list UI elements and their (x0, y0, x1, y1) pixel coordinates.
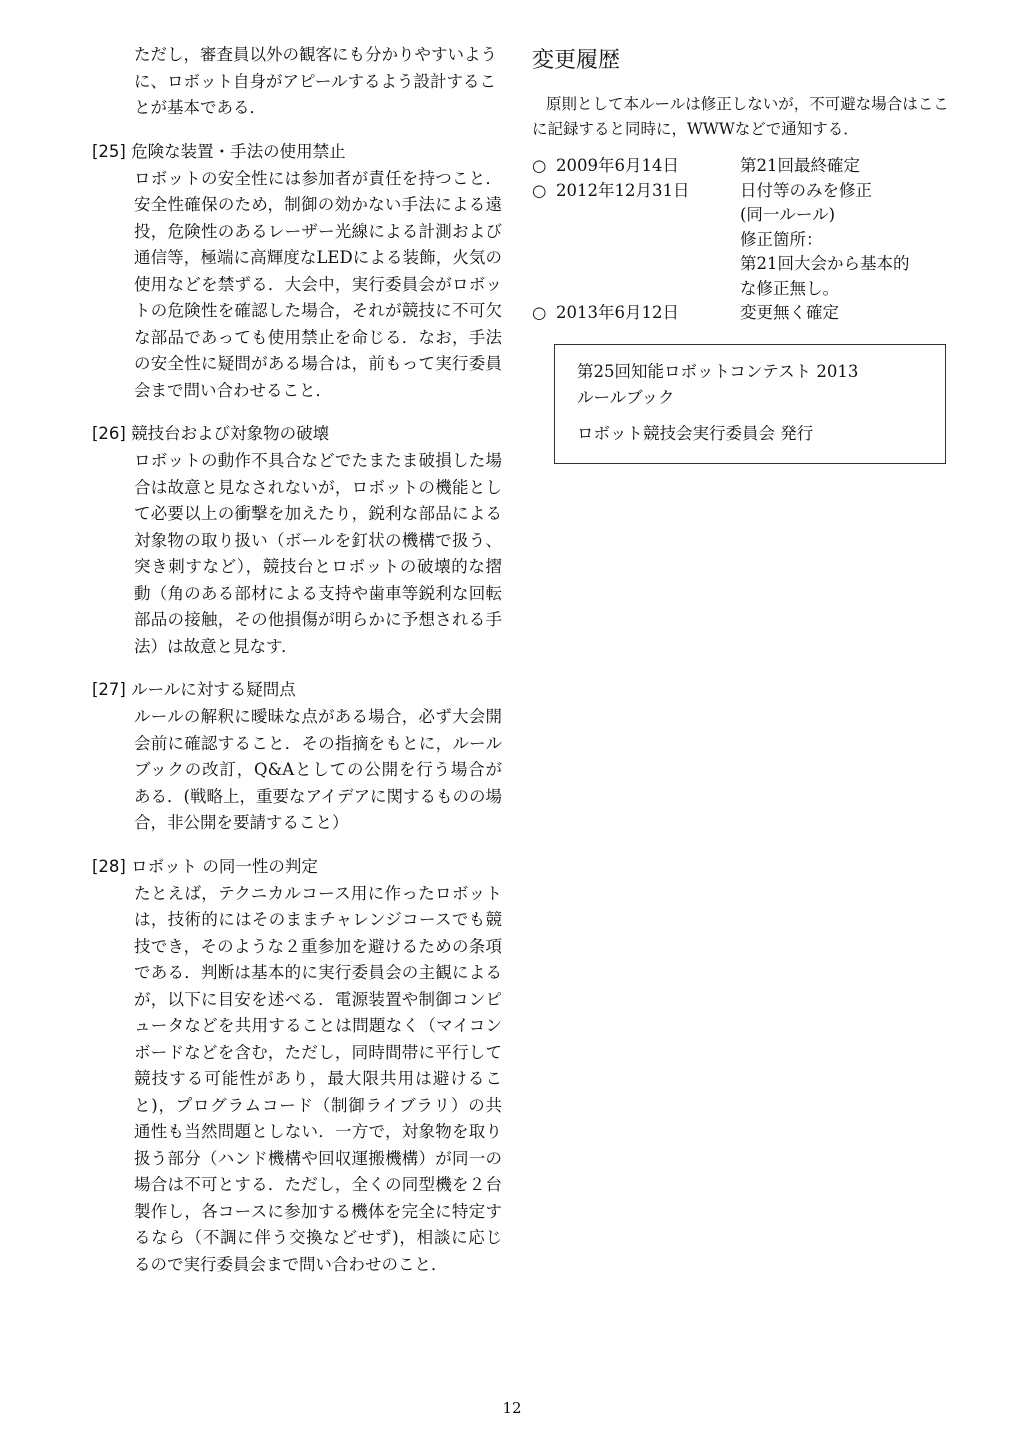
rule-body: ルールの解釈に曖昧な点がある場合，必ず大会開会前に確認すること．その指摘をもとに，ルールブックの改訂，Q&Aとしての公開を行う場合がある．(戦略上，重要なアイデアに関するものの場合，非公開を要請すること） (134, 707, 502, 832)
history-note (740, 154, 952, 179)
history-note-line: 修正箇所： (740, 229, 823, 249)
history-note-line: (同一ルール) (740, 205, 836, 224)
history-date: 2012年12月31日 (556, 180, 690, 200)
history-entry (532, 154, 952, 179)
history-note (740, 179, 952, 302)
circle-bullet-icon: ○ (532, 156, 547, 175)
rule-body: ロボットの動作不具合などでたまたま破損した場合は故意と見なされないが，ロボットの機能として必要以上の衝撃を加えたり，鋭利な部品による対象物の取り扱い（ボールを釘状の機構で扱う、突き刺すなど），競技台とロボットの破壊的な摺動（角のある部材による支持や歯車等鋭利な回転部品の接触，その他損傷が明らかに予想される手法）は故意と見なす． (134, 451, 502, 656)
intro-paragraph: ただし，審査員以外の観客にも分かりやすいように、ロボット自身がアピールするよう設計することが基本である． (134, 45, 497, 117)
rule-heading: [28] ロボット の同一性の判定 (92, 856, 318, 876)
history-note-line: 変更無く確定 (740, 303, 839, 322)
rule-body: たとえば，テクニカルコース用に作ったロボットは，技術的にはそのままチャレンジコースでも競技でき，そのような２重参加を避けるための条項である．判断は基本的に実行委員会の主観によるが，以下に目安を述べる．電源装置や制御コンピュータなどを共用することは問題なく（マイコンボードなどを含む，ただし，同時間帯に平行して競技する可能性があり，最大限共用は避けること)，プログラムコード（制御ライブラリ）の共通性も当然問題としない．一方で，対象物を取り扱う部分（ハンド機構や回収運搬機構）が同一の場合は不可とする．ただし，全くの同型機を２台製作し，各コースに参加する機体を完全に特定するなら（不調に伴う交換などせず)，相談に応じるので実行委員会まで問い合わせのこと． (134, 883, 503, 1274)
page-number: 12 (502, 1399, 522, 1417)
change-history-title: 変更履歴 (532, 48, 621, 73)
publication-issuer: ロボット競技会実行委員会 発行 (577, 423, 814, 443)
publication-title-line1: 第25回知能ロボットコンテスト 2013 (577, 361, 859, 381)
change-history-intro: 原則として本ルールは修正しないが，不可避な場合はここに記録すると同時に，WWWなどで通知する． (532, 95, 949, 138)
history-entry (532, 301, 952, 326)
rule-heading: [27] ルールに対する疑問点 (92, 680, 296, 699)
right-column (532, 42, 952, 464)
circle-bullet-icon: ○ (532, 303, 547, 322)
history-note (740, 301, 952, 326)
publication-title-line2: ルールブック (577, 387, 675, 407)
rule-section-26 (92, 422, 502, 660)
history-entry (532, 179, 952, 302)
history-note-line: 日付等のみを修正 (740, 180, 872, 200)
rule-body: ロボットの安全性には参加者が責任を持つこと．安全性確保のため，制御の効かない手法による遠投，危険性のあるレーザー光線による計測および通信等，極端に高輝度なLEDによる装飾，火気の使用などを禁ずる．大会中，実行委員会がロボットの危険性を確認した場合，それが競技に不可欠な部品であっても使用禁止を命じる．なお，手法の安全性に疑問がある場合は，前もって実行委員会まで問い合わせること． (134, 168, 503, 400)
history-note-line: 第21回最終確定 (740, 156, 860, 175)
rule-section-28 (92, 855, 502, 1279)
rule-section-27 (92, 678, 502, 837)
publication-box (554, 344, 946, 464)
change-history-list (532, 154, 952, 326)
left-column (92, 42, 502, 1278)
rule-heading: [26] 競技台および対象物の破壊 (92, 424, 330, 443)
history-note-line: な修正無し。 (740, 278, 839, 298)
rule-heading: [25] 危険な装置・手法の使用禁止 (92, 141, 346, 161)
history-date: 2013年6月12日 (556, 303, 679, 322)
rule-section-25 (92, 140, 502, 405)
history-note-line: 第21回大会から基本的 (740, 254, 910, 273)
circle-bullet-icon: ○ (532, 180, 547, 200)
history-date: 2009年6月14日 (556, 156, 679, 175)
